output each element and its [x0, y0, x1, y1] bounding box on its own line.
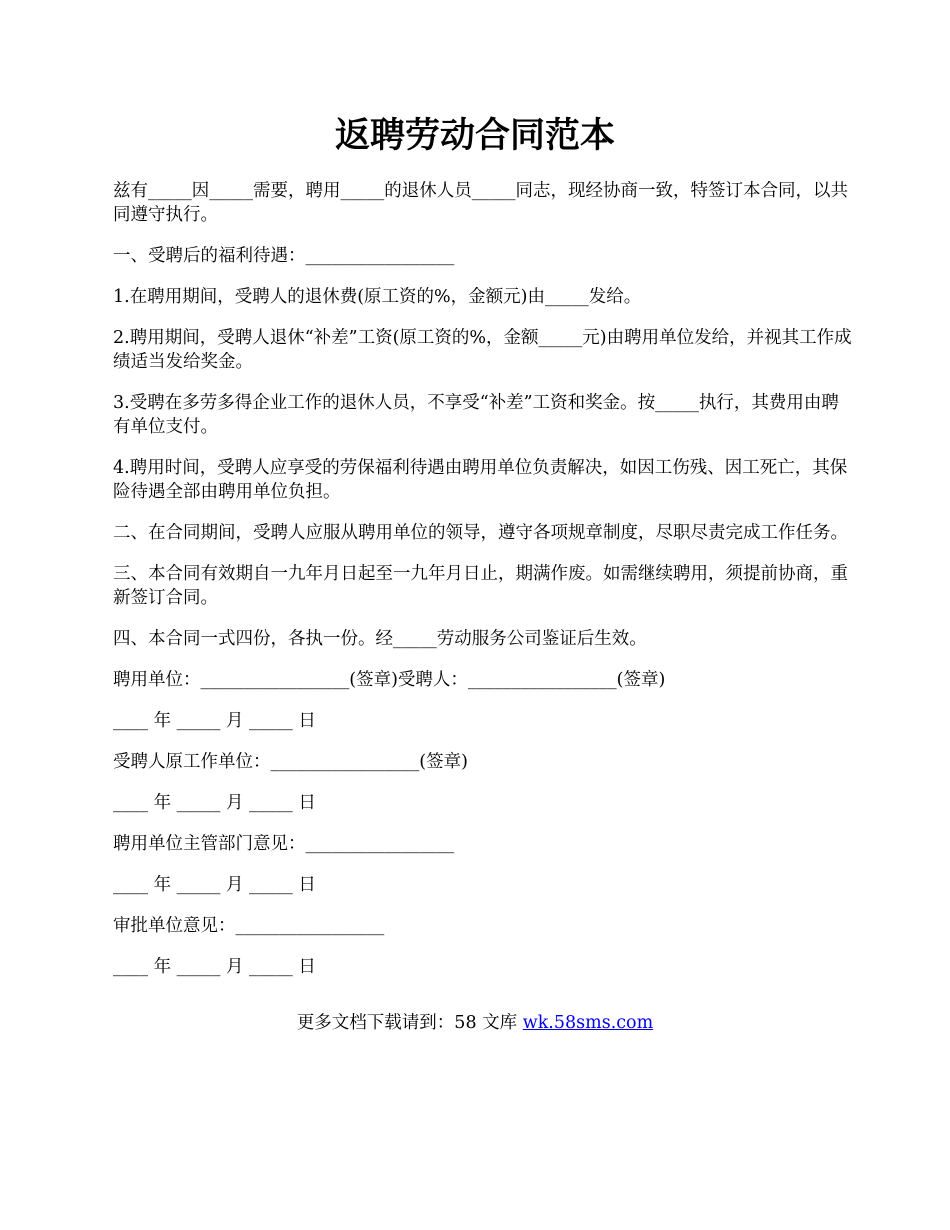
- section-three: 三、本合同有效期自一九年月日起至一九年月日止，期满作废。如需继续聘用，须提前协商，重新签订合同。: [113, 564, 848, 608]
- signature-employer-employee: 聘用单位：_________________(签章)受聘人：_________________(签章): [113, 670, 666, 690]
- document-title: 返聘劳动合同范本: [334, 115, 615, 156]
- clause-3: 3.受聘在多劳多得企业工作的退休人员，不享受“补差”工资和奖金。按_____执行，其费用由聘有单位支付。: [113, 393, 839, 437]
- date-line: ____ 年 _____ 月 _____ 日: [113, 957, 316, 977]
- clause-2: 2.聘用期间，受聘人退休“补差”工资(原工资的%，金额_____元)由聘用单位发给，并视其工作成绩适当发给奖金。: [113, 328, 852, 372]
- clause-1: 1.在聘用期间，受聘人的退休费(原工资的%，金额元)由_____发给。: [113, 287, 642, 307]
- date-line: ____ 年 _____ 月 _____ 日: [113, 711, 316, 731]
- benefits-heading: 一、受聘后的福利待遇：_________________: [113, 246, 455, 266]
- intro-paragraph: 兹有_____因_____需要，聘用_____的退休人员_____同志，现经协商一致，特签订本合同，以共同遵守执行。: [113, 181, 848, 225]
- approval-opinion: 审批单位意见：_________________: [113, 916, 385, 936]
- date-line: ____ 年 _____ 月 _____ 日: [113, 793, 316, 813]
- section-two: 二、在合同期间，受聘人应服从聘用单位的领导，遵守各项规章制度，尽职尽责完成工作任务。: [113, 523, 848, 543]
- document-body: [113, 179, 855, 996]
- signature-original-employer: 受聘人原工作单位：_________________(签章): [113, 752, 468, 772]
- section-four: 四、本合同一式四份，各执一份。经_____劳动服务公司鉴证后生效。: [113, 629, 647, 649]
- footer: [0, 1011, 950, 1035]
- footer-text: 更多文档下载请到：58 文库: [296, 1013, 523, 1033]
- date-line: ____ 年 _____ 月 _____ 日: [113, 875, 316, 895]
- footer-link[interactable]: wk.58sms.com: [522, 1013, 654, 1033]
- supervisor-opinion: 聘用单位主管部门意见：_________________: [113, 834, 455, 854]
- clause-4: 4.聘用时间，受聘人应享受的劳保福利待遇由聘用单位负责解决，如因工伤残、因工死亡，其保险待遇全部由聘用单位负担。: [113, 458, 848, 502]
